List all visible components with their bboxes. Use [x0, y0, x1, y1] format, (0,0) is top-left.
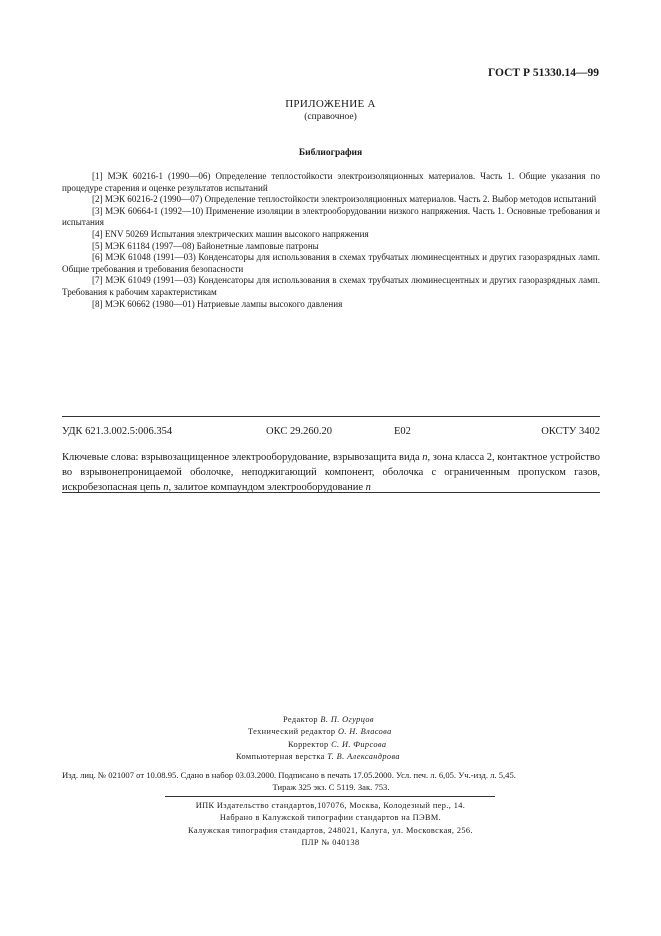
udc-code: УДК 621.3.002.5:006.354 — [62, 426, 173, 437]
publisher-line: ИПК Издательство стандартов,107076, Москва, Колодезный пер., 14. — [195, 801, 466, 810]
okstu-code: ОКСТУ 3402 — [541, 426, 600, 437]
bibliography-item: [6] МЭК 61048 (1991—03) Конденсаторы для использования в схемах трубчатых люминесцентных и других газоразрядных ламп. Общие требования и требования безопасности — [62, 252, 600, 274]
keywords-text: , зона класса 2, контактное устройство во взрывонепроницаемой оболочке, неподжигающий компонент, оболочка с ограниченным пропуском газов, искробезопасная цепь — [62, 452, 601, 493]
bibliography-list — [62, 171, 600, 310]
bibliography-item: [7] МЭК 61049 (1991—03) Конденсаторы для использования в схемах трубчатых люминесцентных и других газоразрядных ламп. Требования к рабочим характеристикам — [62, 275, 600, 297]
bibliography-item: [3] МЭК 60664-1 (1992—10) Применение изоляции в электрооборудовании низкого напряжения. Часть 1. Основные требования и испытания — [62, 205, 600, 228]
annex-subtitle: (справочное) — [304, 112, 357, 122]
keywords-paragraph — [62, 451, 600, 495]
divider-top — [62, 416, 600, 417]
tech-editor-name: О. Н. Власова — [337, 727, 392, 737]
layout-name: Т. В. Александрова — [327, 752, 400, 762]
editor-line: Редактор В. П. Огурцов — [283, 715, 374, 724]
bibliography-item: [2] МЭК 60216-2 (1990—07) Определение теплостойкости электроизоляционных материалов. Часть 2. Выбор методов испытаний — [92, 194, 597, 205]
bibliography-item: [8] МЭК 60662 (1980—01) Натриевые лампы высокого давления — [92, 298, 343, 309]
keywords-n: n — [365, 481, 371, 493]
imprint-line: Тираж 325 экз. С 5119. Зак. 753. — [272, 782, 390, 792]
keywords-text: , залитое компаундом электрооборудование — [168, 481, 366, 493]
imprint — [62, 769, 600, 793]
standard-code: ГОСТ Р 51330.14—99 — [488, 67, 599, 79]
keywords-n: n — [163, 481, 169, 493]
tech-editor-line: Технический редактор О. Н. Власова — [248, 727, 392, 737]
keywords-n: n — [422, 452, 428, 463]
staff-credits — [0, 714, 661, 764]
layout-line: Компьютерная верстка Т. В. Александрова — [236, 752, 400, 762]
divider-bottom — [62, 492, 600, 493]
annex-title: ПРИЛОЖЕНИЕ А — [285, 98, 376, 110]
keywords-text: взрывозащищенное электрооборудование, взрывозащита вида — [138, 452, 423, 463]
publisher-info — [0, 800, 661, 850]
oks-code: ОКС 29.260.20 — [266, 426, 332, 437]
publisher-line: Набрано в Калужской типографии стандартов на ПЭВМ. — [219, 813, 442, 823]
bibliography-item: [1] МЭК 60216-1 (1990—06) Определение теплостойкости электроизоляционных материалов. Часть 1. Общие указания по процедуре старения и оценке результатов испытаний — [62, 171, 600, 193]
imprint-line: Изд. лиц. № 021007 от 10.08.95. Сдано в набор 03.03.2000. Подписано в печать 17.05.2000. Усл. печ. л. 6,05. Уч.-изд. л. 5,45. — [62, 770, 516, 780]
publisher-line: ПЛР № 040138 — [301, 838, 360, 848]
proofreader-name: С. И. Фирсова — [331, 739, 387, 749]
bibliography-item: [4] ENV 50269 Испытания электрических машин высокого напряжения — [92, 228, 369, 239]
bibliography-heading: Библиография — [298, 148, 363, 158]
divider-publisher — [165, 796, 495, 797]
proofreader-line: Корректор С. И. Фирсова — [288, 739, 387, 749]
editor-name: В. П. Огурцов — [320, 715, 374, 724]
bibliography-item: [5] МЭК 61184 (1997—08) Байонетные ламповые патроны — [92, 240, 319, 251]
keywords-label: Ключевые слова: — [62, 452, 139, 463]
publisher-line: Калужская типография стандартов, 248021, Калуга, ул. Московская, 256. — [188, 825, 473, 835]
group-code: Е02 — [394, 426, 411, 437]
